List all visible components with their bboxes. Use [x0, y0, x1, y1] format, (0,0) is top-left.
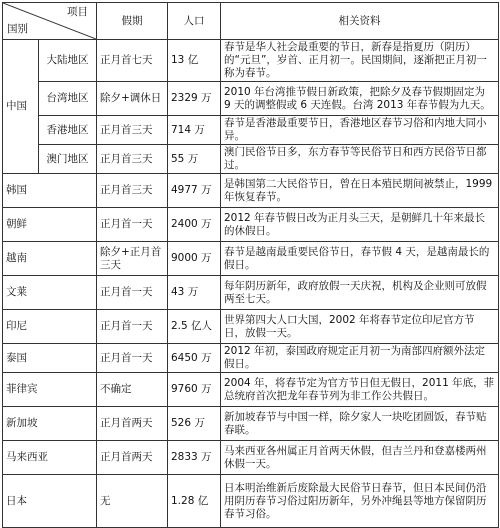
info-header: 相关资料: [221, 3, 499, 40]
info-cell: 马来西亚各州属正月首两天休假，但吉兰丹和登嘉楼两州休假一天。: [221, 441, 499, 475]
holiday-cell: 正月首一天: [97, 344, 168, 373]
population-cell: 9760 万: [168, 373, 221, 407]
country-name: 越南: [3, 242, 97, 276]
item-header: 项目: [67, 6, 88, 18]
region-name: 台湾地区: [39, 82, 97, 116]
population-cell: 4977 万: [168, 174, 221, 208]
info-cell: 春节是香港最重要节日，香港地区春节习俗和内地大同小异。: [221, 116, 499, 145]
holiday-cell: 正月首两天: [97, 407, 168, 441]
population-cell: 43 万: [168, 276, 221, 310]
country-name: 文莱: [3, 276, 97, 310]
info-cell: 澳门民俗节日多，东方春节等民俗节日和西方民俗节日都过。: [221, 145, 499, 174]
country-name: 马来西亚: [3, 441, 97, 475]
country-name: 朝鲜: [3, 208, 97, 242]
region-name: 大陆地区: [39, 40, 97, 82]
holiday-cell: 正月首三天: [97, 145, 168, 174]
info-cell: 每年阴历新年，政府放假一天庆祝，机构及企业则可放假两至七天。: [221, 276, 499, 310]
population-cell: 13 亿: [168, 40, 221, 82]
population-cell: 2833 万: [168, 441, 221, 475]
holiday-cell: 除夕+正月首三天: [97, 242, 168, 276]
population-cell: 6450 万: [168, 344, 221, 373]
population-cell: 55 万: [168, 145, 221, 174]
table-row: [3, 40, 499, 82]
country-name-china: 中国: [3, 40, 39, 174]
holiday-cell: 无: [97, 475, 168, 528]
country-name: 新加坡: [3, 407, 97, 441]
table-row: [3, 373, 499, 407]
info-cell: 日本明治维新后废除最大民俗节日春节，但日本民间仍沿用阴历春节习俗过阳历新年，另外冲绳县等地方保留阴历春节习俗。: [221, 475, 499, 528]
holiday-cell: 正月首一天: [97, 310, 168, 344]
holiday-cell: 正月首七天: [97, 40, 168, 82]
info-cell: 春节是华人社会最重要的节日，新春是指夏历（阴历）的“元旦”，岁首、正月初一。民国期间，逐渐把正月初一称为春节。: [221, 40, 499, 82]
country-name: 泰国: [3, 344, 97, 373]
holiday-header: 假期: [97, 3, 168, 40]
population-cell: 2329 万: [168, 82, 221, 116]
table-row: [3, 310, 499, 344]
country-header: 国别: [7, 23, 28, 35]
population-cell: 9000 万: [168, 242, 221, 276]
country-name: 印尼: [3, 310, 97, 344]
diagonal-header-cell: [3, 3, 97, 40]
holiday-cell: 除夕+调休日: [97, 82, 168, 116]
table-row: [3, 174, 499, 208]
table-row: [3, 208, 499, 242]
holiday-cell: 正月首三天: [97, 116, 168, 145]
table-row: [3, 475, 499, 528]
holiday-cell: 正月首三天: [97, 174, 168, 208]
info-cell: 2004 年，将春节定为官方节日但无假日，2011 年底，菲总统府首次把龙年春节列为非工作公共假日。: [221, 373, 499, 407]
table-row: [3, 276, 499, 310]
table-row: [3, 344, 499, 373]
holiday-cell: 正月首一天: [97, 276, 168, 310]
table-row: [3, 242, 499, 276]
holiday-cell: 不确定: [97, 373, 168, 407]
population-cell: 2400 万: [168, 208, 221, 242]
info-cell: 春节是越南最重要民俗节日，春节假 4 天，是越南最长的假日。: [221, 242, 499, 276]
table-row: [3, 82, 499, 116]
region-name: 香港地区: [39, 116, 97, 145]
table-row: [3, 145, 499, 174]
population-cell: 2.5 亿人: [168, 310, 221, 344]
table-row: [3, 407, 499, 441]
info-cell: 是韩国第二大民俗节日，曾在日本殖民期间被禁止，1999 年恢复春节。: [221, 174, 499, 208]
holiday-cell: 正月首一天: [97, 208, 168, 242]
info-cell: 2012 年初，泰国政府规定正月初一为南部四府额外法定假日。: [221, 344, 499, 373]
country-name: 菲律宾: [3, 373, 97, 407]
population-cell: 714 万: [168, 116, 221, 145]
table-row: [3, 441, 499, 475]
table-row: [3, 116, 499, 145]
population-header: 人口: [168, 3, 221, 40]
spring-festival-table: [2, 2, 499, 528]
info-cell: 世界第四大人口大国，2002 年将春节定位印尼官方节日，放假一天。: [221, 310, 499, 344]
info-cell: 2012 年春节假日改为正月头三天，是朝鲜几十年来最长的休假日。: [221, 208, 499, 242]
info-cell: 新加坡春节与中国一样，除夕家人一块吃团圆饭，春节贴春联。: [221, 407, 499, 441]
region-name: 澳门地区: [39, 145, 97, 174]
country-name: 韩国: [3, 174, 97, 208]
header-row: [3, 3, 499, 40]
holiday-cell: 正月首两天: [97, 441, 168, 475]
info-cell: 2010 年台湾推节假日新政策，把除夕及春节假期固定为 9 天的调整假或 6 天连假。台湾 2013 年春节假为九天。: [221, 82, 499, 116]
population-cell: 526 万: [168, 407, 221, 441]
population-cell: 1.28 亿: [168, 475, 221, 528]
country-name: 日本: [3, 475, 97, 528]
